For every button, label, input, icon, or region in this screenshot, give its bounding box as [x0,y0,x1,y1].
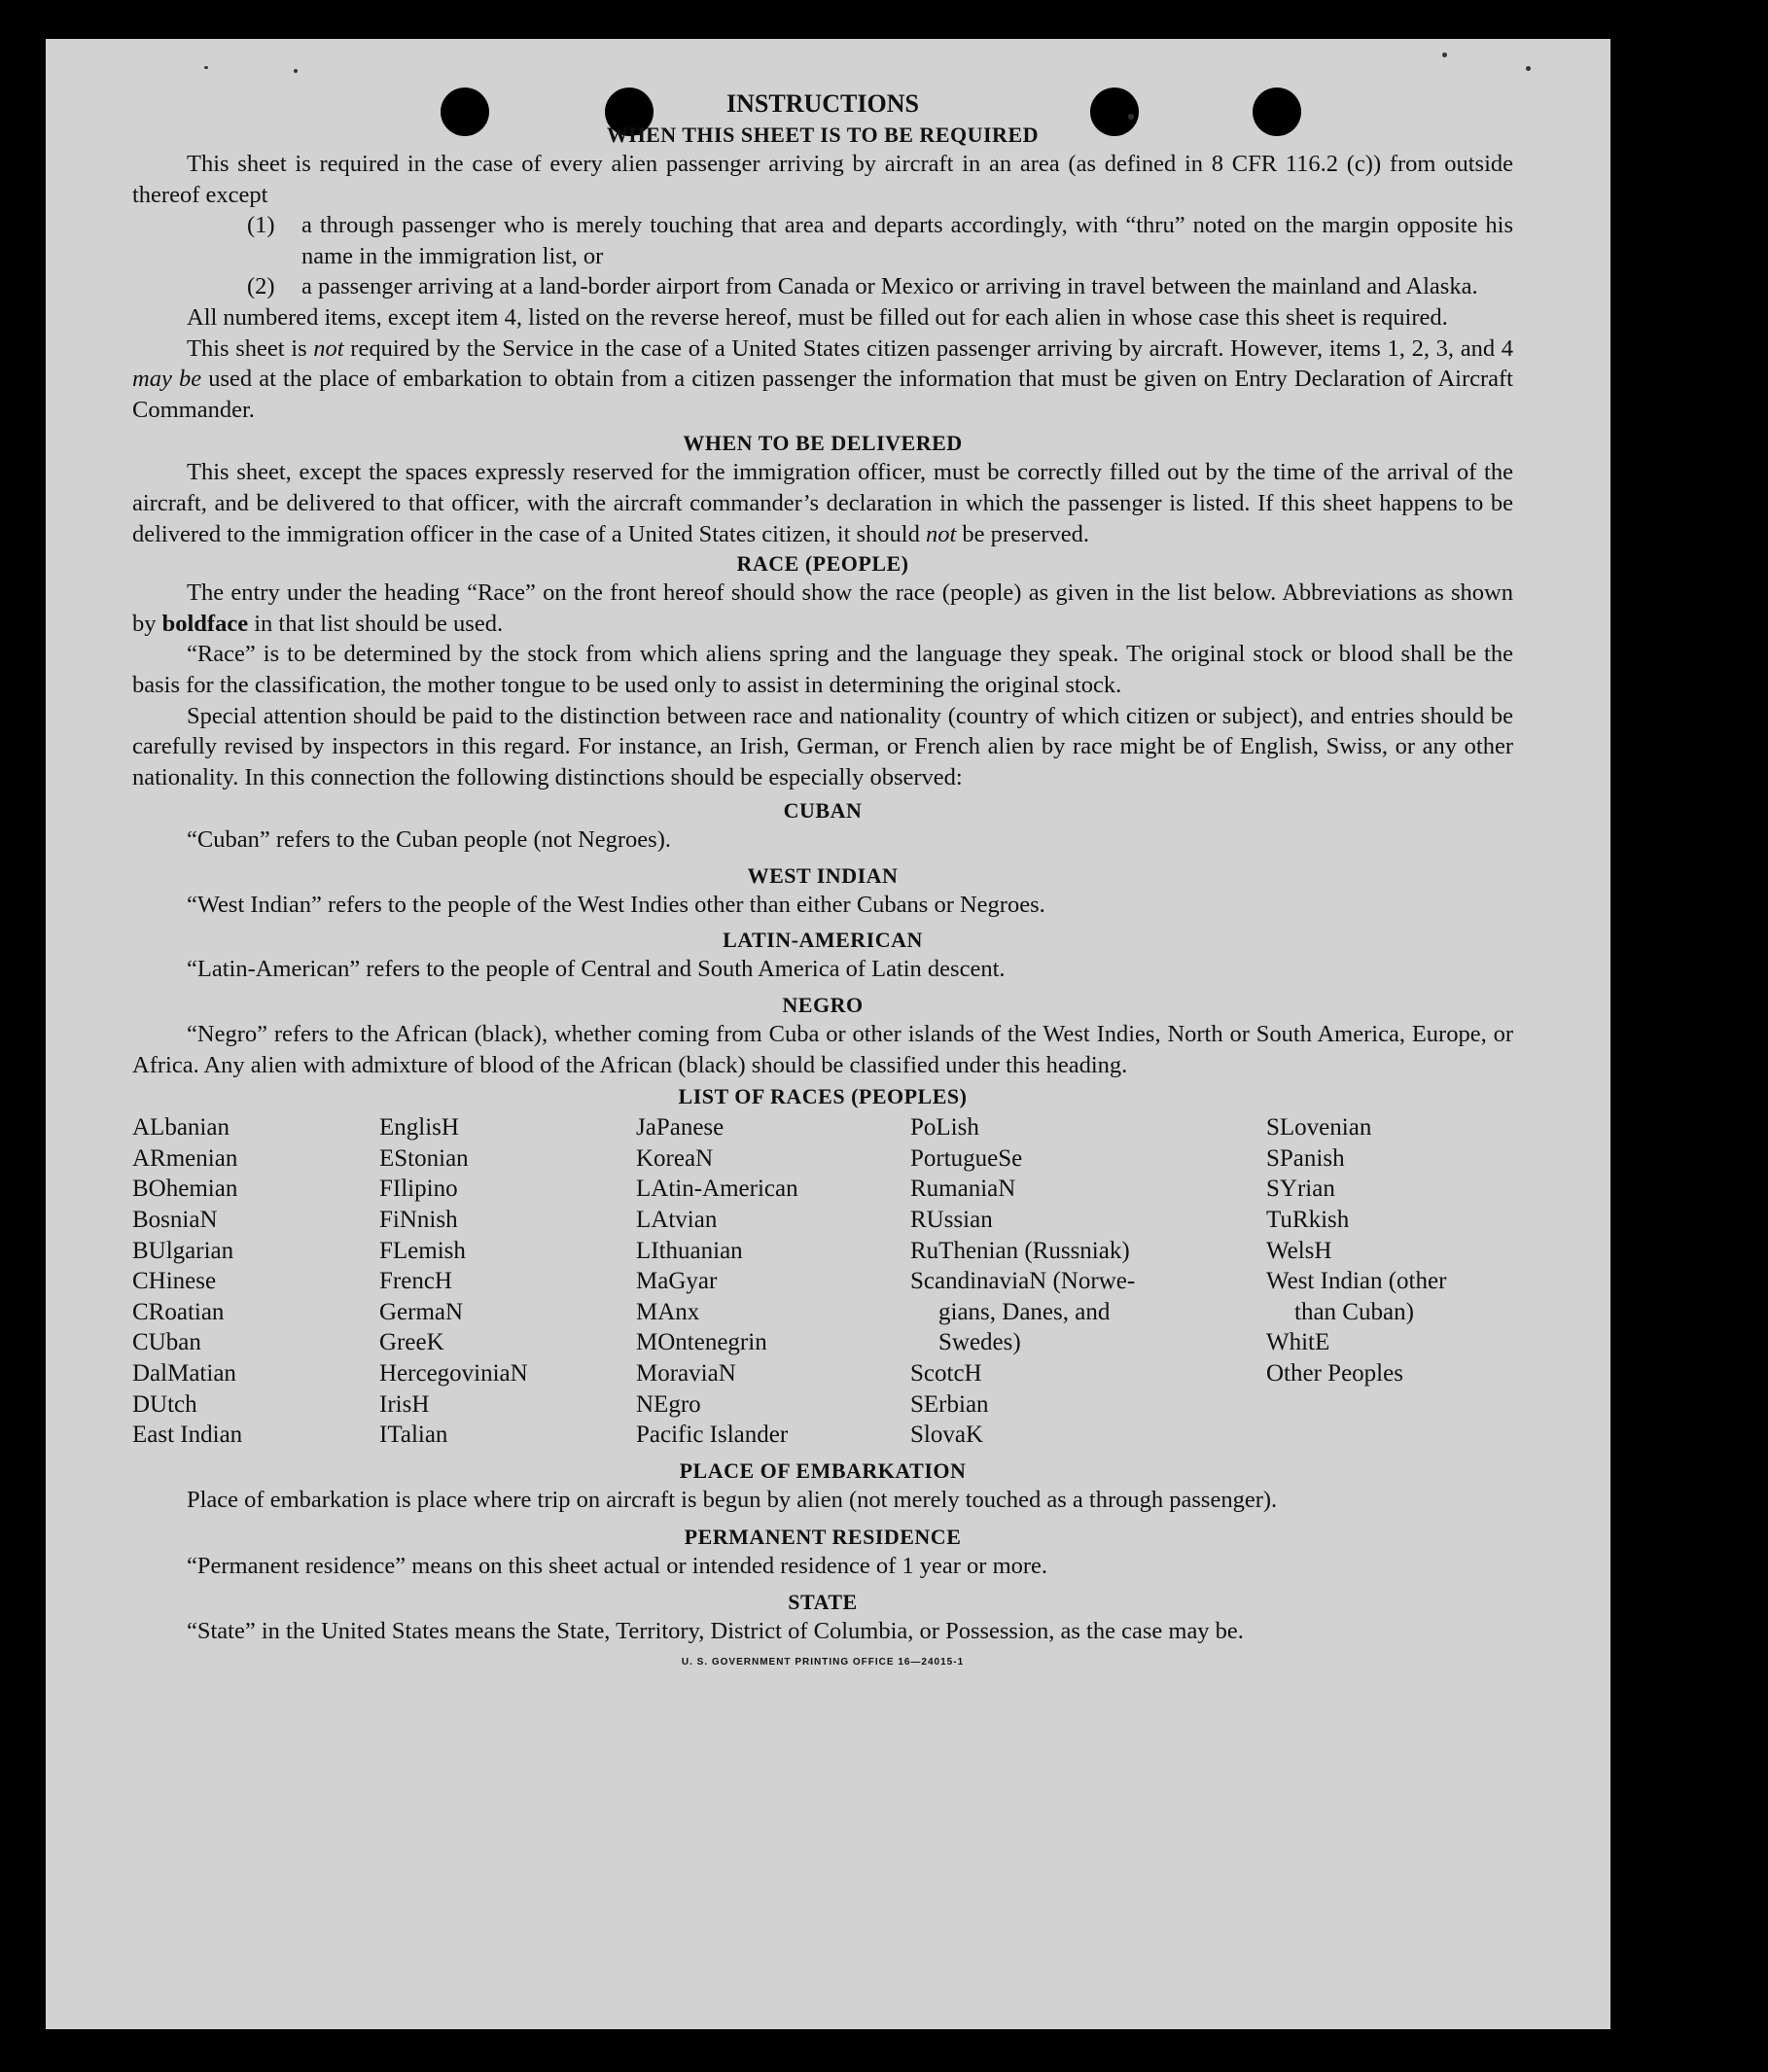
section-heading: RACE (PEOPLE) [736,551,909,577]
paper-speck [294,69,298,73]
race-item: SlovaK [910,1422,983,1449]
paragraph: This sheet, except the spaces expressly reserved for the immigration officer, must be correctly filled out by the time of the arrival of the aircraft, and be delivered to that officer, with the aircraft commander’s declaration in which the passenger is listed. If this sheet happens to be delivered to the immigration officer in the case of a United States citizen, it should not be preserved. [132,459,1513,547]
race-item: IrisH [379,1390,430,1418]
race-item: MAnx [636,1298,700,1325]
paragraph: The entry under the heading “Race” on the front hereof should show the race (people) as given in the list below. Abbreviations as shown by boldface in that list should be used. [132,579,1513,637]
race-item: FLemish [379,1237,466,1264]
race-item: LAtin-American [636,1176,798,1203]
section-heading: WEST INDIAN [747,862,899,888]
race-list [132,1112,1513,1451]
paragraph: “Negro” refers to the African (black), whether coming from Cuba or other islands of the West Indies, North or South America, Europe, or Africa. Any alien with admixture of blood of the African (black) should be classified under this heading. [132,1021,1513,1078]
race-item: GreeK [379,1329,444,1356]
race-column [636,1112,910,1451]
paragraph: “State” in the United States means the State, Territory, District of Columbia, or Possession, as the case may be. [187,1617,1244,1644]
race-item: FiNnish [379,1207,458,1234]
race-item: GermaN [379,1298,464,1325]
race-item: WelsH [1266,1237,1332,1264]
page-title: INSTRUCTIONS [726,89,919,118]
paper-speck [204,66,208,69]
race-item: MaGyar [636,1268,718,1295]
race-item: Pacific Islander [636,1422,789,1449]
race-column [132,1112,379,1451]
race-item: PortugueSe [910,1144,1023,1172]
paragraph: Special attention should be paid to the distinction between race and nationality (country of which citizen or subject), and entries should be carefully revised by inspectors in this regard. For instance, an Irish, German, or French alien by race might be of English, Swiss, or any other nationality. In this connection the following distinctions should be especially observed: [132,702,1513,790]
race-item: Swedes) [938,1329,1021,1356]
race-item: FrencH [379,1268,452,1295]
race-item: DUtch [132,1390,197,1418]
race-item: MoraviaN [636,1360,736,1387]
paragraph: This sheet is not required by the Service in the case of a United States citizen passenger arriving by aircraft. However, items 1, 2, 3, and 4 may be used at the place of embarkation to obtain from a citizen passenger the information that must be given on Entry Declaration of Aircraft Commander. [132,334,1514,423]
section-heading: PERMANENT RESIDENCE [684,1525,962,1550]
section-heading: PLACE OF EMBARKATION [679,1457,967,1483]
item-text: a through passenger who is merely touching that area and departs accordingly, with “thru” noted on the margin opposite his name in the immigration list, or [301,212,1513,269]
section-heading: WHEN TO BE DELIVERED [683,431,963,456]
race-item: ScandinaviaN (Norwe- [910,1268,1136,1295]
item-number: (2) [247,273,275,300]
race-column [1266,1112,1513,1451]
race-item: ARmenian [132,1144,238,1172]
race-item: EnglisH [379,1114,459,1141]
race-item: SErbian [910,1390,989,1418]
item-number: (1) [247,212,275,239]
paragraph: Place of embarkation is place where trip on aircraft is begun by alien (not merely touched as a through passenger). [187,1486,1278,1513]
race-item: LAtvian [636,1207,718,1234]
race-item: RuThenian (Russniak) [910,1237,1130,1264]
race-item: SPanish [1266,1144,1345,1172]
paragraph: “West Indian” refers to the people of the West Indies other than either Cubans or Negroes. [187,891,1045,918]
race-item: BUlgarian [132,1237,234,1264]
paragraph: “Latin-American” refers to the people of Central and South America of Latin descent. [187,956,1006,983]
race-item: CHinese [132,1268,217,1295]
paragraph: All numbered items, except item 4, listed on the reverse hereof, must be filled out for each alien in whose case this sheet is required. [187,303,1448,331]
race-item: Other Peoples [1266,1360,1403,1387]
instructions-content [132,88,1513,1668]
section-heading: STATE [788,1589,858,1614]
race-item: MOntenegrin [636,1329,767,1356]
race-item: CRoatian [132,1298,225,1325]
paper-speck [1526,66,1531,71]
race-item: ITalian [379,1422,448,1449]
race-item: BOhemian [132,1176,238,1203]
race-item: than Cuban) [1294,1298,1414,1325]
race-item: EStonian [379,1144,469,1172]
race-item: ScotcH [910,1360,982,1387]
paragraph: “Race” is to be determined by the stock from which aliens spring and the language they speak. The original stock or blood shall be the basis for the classification, the mother tongue to be used only to assist in determining the original stock. [132,641,1513,698]
section-heading: NEGRO [782,993,864,1018]
race-item: BosniaN [132,1207,218,1234]
document-sheet [46,39,1610,2029]
race-item: LIthuanian [636,1237,743,1264]
race-item: JaPanese [636,1114,725,1141]
race-item: SLovenian [1266,1114,1372,1141]
race-item: RumaniaN [910,1176,1016,1203]
race-item: CUban [132,1329,201,1356]
paragraph: “Permanent residence” means on this sheet actual or intended residence of 1 year or more. [187,1553,1048,1580]
paper-speck [1442,53,1447,57]
section-heading: LIST OF RACES (PEOPLES) [678,1084,968,1109]
section-heading: CUBAN [783,798,863,824]
race-item: DalMatian [132,1360,236,1387]
race-item: HercegoviniaN [379,1360,528,1387]
race-item: East Indian [132,1422,243,1449]
section-heading: LATIN-AMERICAN [723,928,923,953]
race-item: SYrian [1266,1176,1335,1203]
race-item: PoLish [910,1114,979,1141]
race-item: KoreaN [636,1144,714,1172]
exception-item [132,271,1513,302]
race-column [910,1112,1266,1451]
race-item: TuRkish [1266,1207,1350,1234]
race-column [379,1112,636,1451]
race-item: RUssian [910,1207,993,1234]
paragraph: “Cuban” refers to the Cuban people (not Negroes). [187,826,671,854]
race-item: FIlipino [379,1176,458,1203]
race-item: ALbanian [132,1114,230,1141]
item-text: a passenger arriving at a land-border airport from Canada or Mexico or arriving in travel between the mainland and Alaska. [301,273,1478,300]
race-item: West Indian (other [1266,1268,1447,1295]
race-item: gians, Danes, and [938,1298,1111,1325]
paragraph: This sheet is required in the case of every alien passenger arriving by aircraft in an area (as defined in 8 CFR 116.2 (c)) from outside thereof except [132,151,1513,208]
race-item: WhitE [1266,1329,1330,1356]
exception-item [132,210,1513,271]
section-heading: WHEN THIS SHEET IS TO BE REQUIRED [606,123,1040,147]
printer-imprint: U. S. GOVERNMENT PRINTING OFFICE 16—24015-1 [681,1656,965,1668]
race-item: NEgro [636,1390,701,1418]
